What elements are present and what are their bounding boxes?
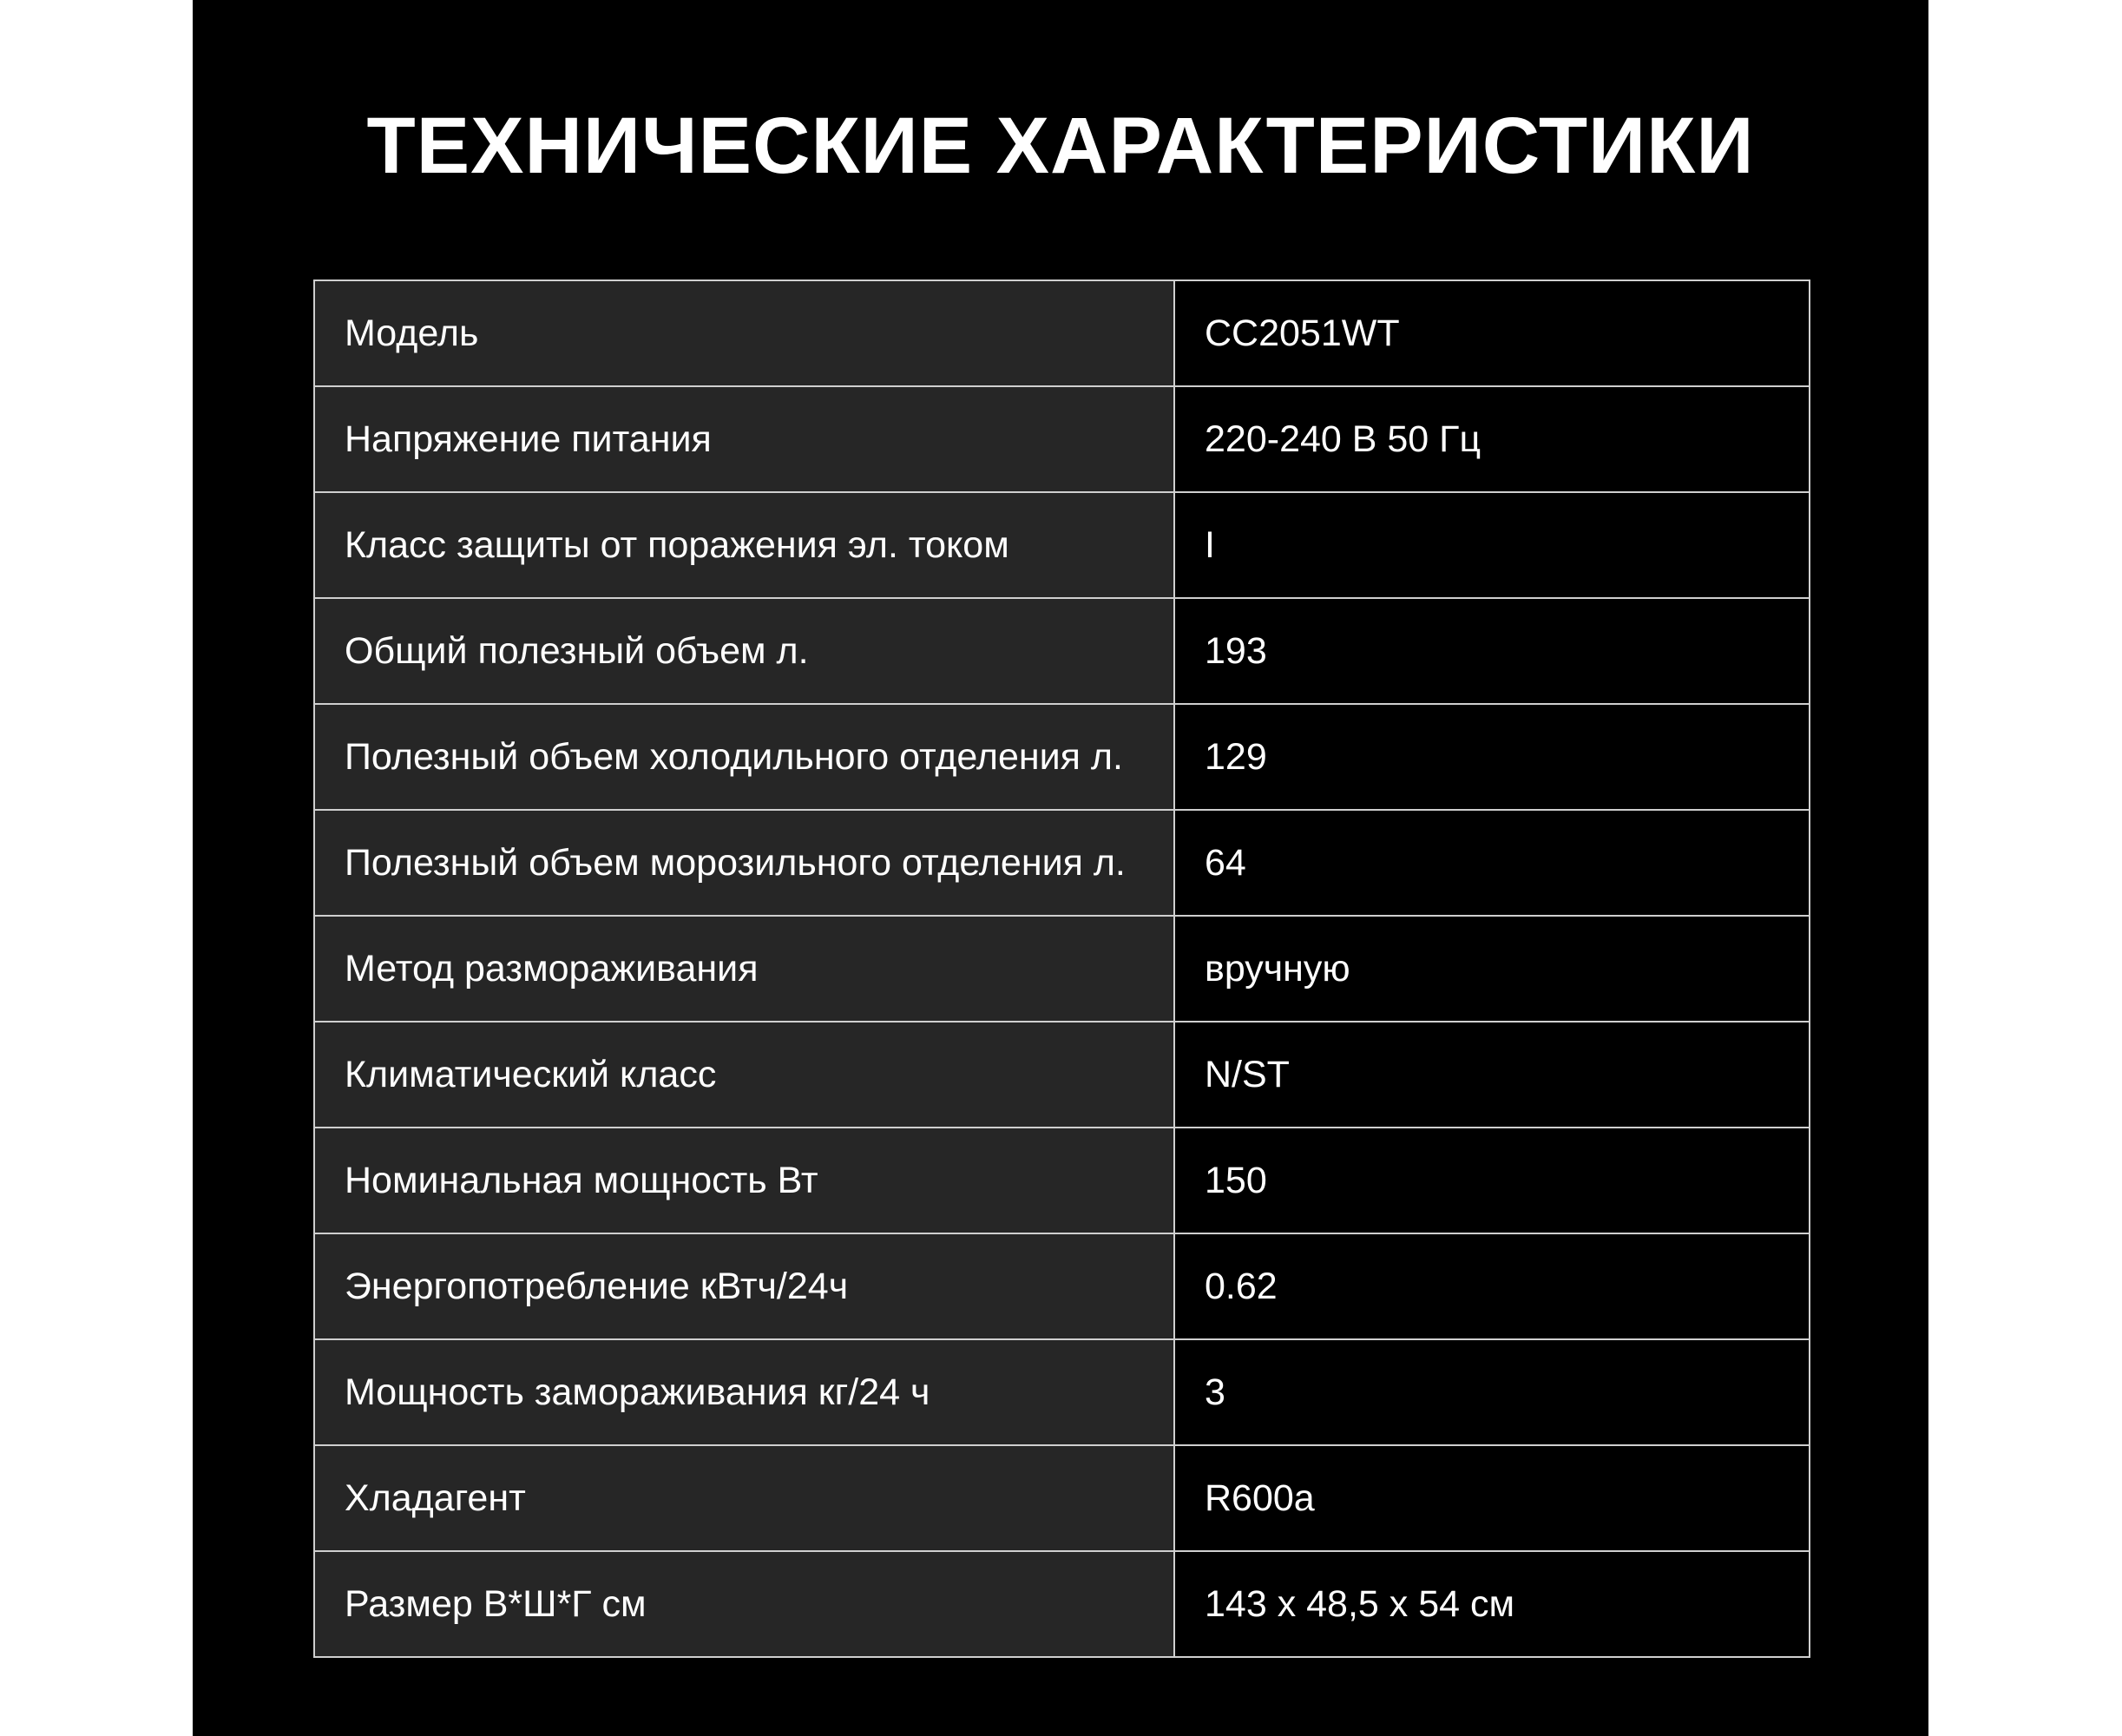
spec-label: Общий полезный объем л.: [314, 598, 1174, 704]
table-row: [314, 916, 1810, 1022]
table-row: [314, 704, 1810, 810]
spec-label: Напряжение питания: [314, 386, 1174, 492]
spec-value: I: [1174, 492, 1810, 598]
spec-value: 3: [1174, 1339, 1810, 1445]
spec-label: Хладагент: [314, 1445, 1174, 1551]
table-row: [314, 1339, 1810, 1445]
spec-label: Энергопотребление кВтч/24ч: [314, 1233, 1174, 1339]
spec-label: Класс защиты от поражения эл. током: [314, 492, 1174, 598]
table-row: [314, 1128, 1810, 1233]
page-title: ТЕХНИЧЕСКИЕ ХАРАКТЕРИСТИКИ: [366, 102, 1755, 190]
spec-label: Размер В*Ш*Г см: [314, 1551, 1174, 1657]
table-row: [314, 280, 1810, 386]
spec-label: Мощность замораживания кг/24 ч: [314, 1339, 1174, 1445]
spec-value: CC2051WT: [1174, 280, 1810, 386]
spec-value: 150: [1174, 1128, 1810, 1233]
table-row: [314, 1022, 1810, 1128]
table-row: [314, 492, 1810, 598]
spec-value: вручную: [1174, 916, 1810, 1022]
spec-value: 64: [1174, 810, 1810, 916]
table-row: [314, 598, 1810, 704]
spec-value: 193: [1174, 598, 1810, 704]
spec-value: R600a: [1174, 1445, 1810, 1551]
spec-label: Номинальная мощность Вт: [314, 1128, 1174, 1233]
spec-value: 0.62: [1174, 1233, 1810, 1339]
table-row: [314, 1551, 1810, 1657]
spec-value: 129: [1174, 704, 1810, 810]
spec-label: Модель: [314, 280, 1174, 386]
spec-label: Полезный объем морозильного отделения л.: [314, 810, 1174, 916]
spec-value: 220-240 В 50 Гц: [1174, 386, 1810, 492]
spec-label: Метод размораживания: [314, 916, 1174, 1022]
table-row: [314, 386, 1810, 492]
table-row: [314, 810, 1810, 916]
table-row: [314, 1233, 1810, 1339]
spec-value: 143 х 48,5 х 54 см: [1174, 1551, 1810, 1657]
spec-label: Полезный объем холодильного отделения л.: [314, 704, 1174, 810]
spec-label: Климатический класс: [314, 1022, 1174, 1128]
spec-panel: [193, 0, 1928, 1736]
spec-value: N/ST: [1174, 1022, 1810, 1128]
table-row: [314, 1445, 1810, 1551]
spec-table: [313, 279, 1810, 1658]
